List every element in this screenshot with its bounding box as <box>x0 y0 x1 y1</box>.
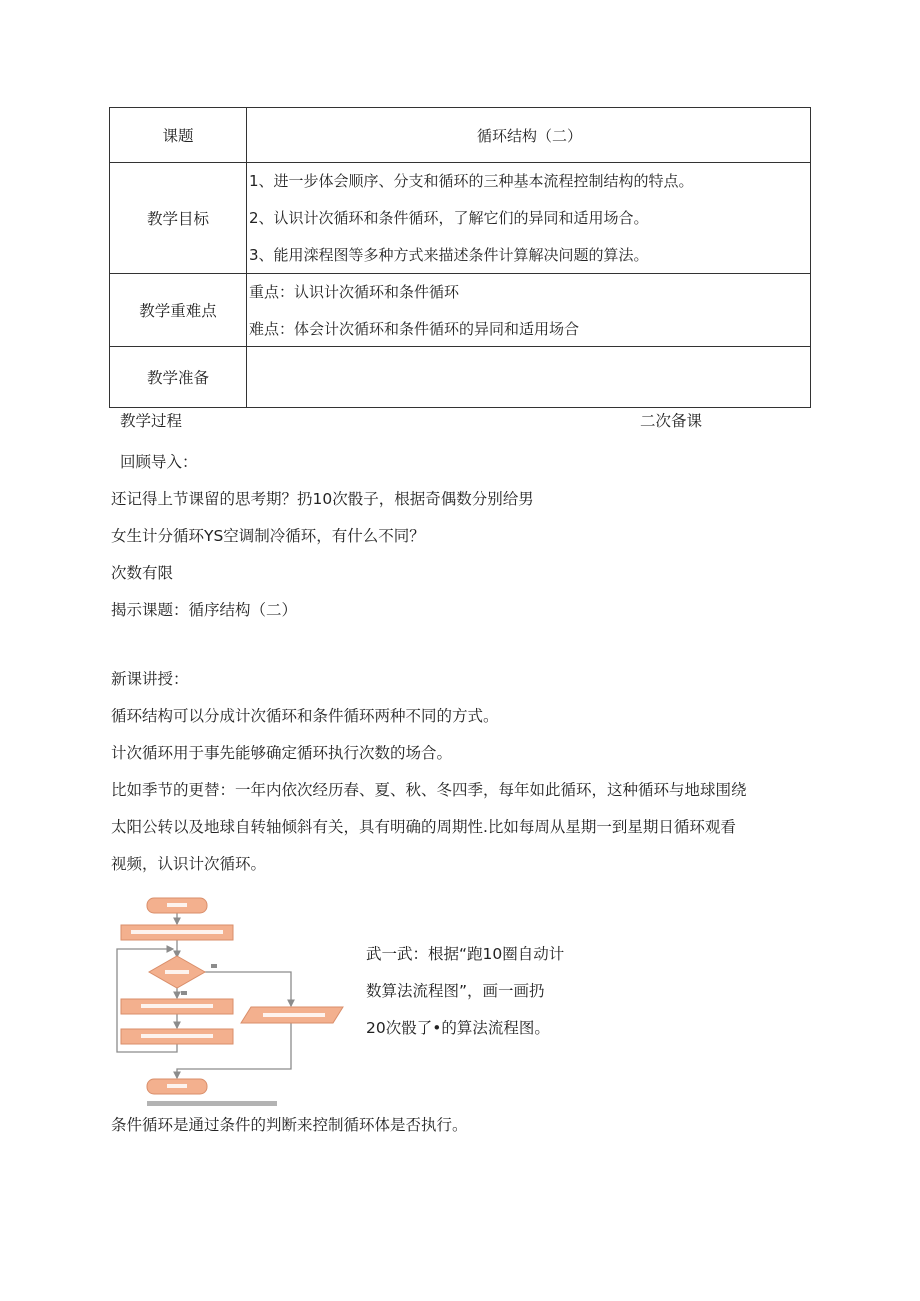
paragraph-line: 还记得上节课留的思考期？扔10次骰子，根据奇偶数分别给男 <box>111 490 534 508</box>
paragraph-line: 揭示课题：循序结构（二） <box>111 601 298 619</box>
topic-label: 课题 <box>110 108 247 163</box>
review-heading: 回顾导入： <box>120 453 198 471</box>
goals-content <box>247 163 811 274</box>
flowchart-image <box>111 894 351 1114</box>
key-points-label: 教学重难点 <box>110 274 247 347</box>
goals-label: 教学目标 <box>110 163 247 274</box>
exercise-line: 20次骰了•的算法流程图。 <box>366 1019 550 1037</box>
closing-line: 条件循环是通过条件的判断来控制循环体是否执行。 <box>111 1116 468 1134</box>
exercise-line: 武一武：根据“跑10圈自动计 <box>366 945 565 963</box>
table-row-goals <box>110 163 811 274</box>
key-point-item: 重点：认识计次循环和条件循环 <box>249 282 460 301</box>
preparation-value <box>247 347 811 408</box>
paragraph-line: 次数有限 <box>111 564 174 582</box>
paragraph-line: 视频，认识计次循环。 <box>111 855 267 873</box>
goal-item: 2、认识计次循环和条件循环，了解它们的异同和适用场合。 <box>249 209 649 227</box>
table-row-topic <box>110 108 811 163</box>
paragraph-line: 太阳公转以及地球自转轴倾斜有关，具有明确的周期性.比如每周从星期一到星期日循环观看 <box>111 818 736 836</box>
table-row-preparation <box>110 347 811 408</box>
flowchart-caption <box>147 1101 277 1106</box>
goal-item: 1、进一步体会顺序、分支和循环的三种基本流程控制结构的特点。 <box>249 172 694 190</box>
key-points-content <box>247 274 811 347</box>
exercise-line: 数算法流程图”，画一画扔 <box>366 982 545 1000</box>
lesson-info-table <box>109 107 811 408</box>
new-lesson-heading: 新课讲授： <box>111 670 189 688</box>
topic-value: 循环结构（二） <box>247 108 811 163</box>
process-header-left: 教学过程 <box>120 412 183 430</box>
paragraph-line: 计次循环用于事先能够确定循环执行次数的场合。 <box>111 744 453 762</box>
paragraph-line: 循环结构可以分成计次循环和条件循环两种不同的方式。 <box>111 707 499 725</box>
goal-item: 3、能用滦程图等多种方式来描述条件计算解决问题的算法。 <box>249 246 649 264</box>
paragraph-line: 女生计分循环YS空调制冷循环，有什么不同？ <box>111 527 425 545</box>
paragraph-line: 比如季节的更替：一年内依次经历春、夏、秋、冬四季，每年如此循环，这种循环与地球围绕 <box>111 781 747 799</box>
preparation-label: 教学准备 <box>110 347 247 408</box>
key-point-item: 难点：体会计次循环和条件循环的异同和适用场合 <box>249 319 580 338</box>
process-header-right: 二次备课 <box>640 412 703 430</box>
table-row-key-points <box>110 274 811 347</box>
